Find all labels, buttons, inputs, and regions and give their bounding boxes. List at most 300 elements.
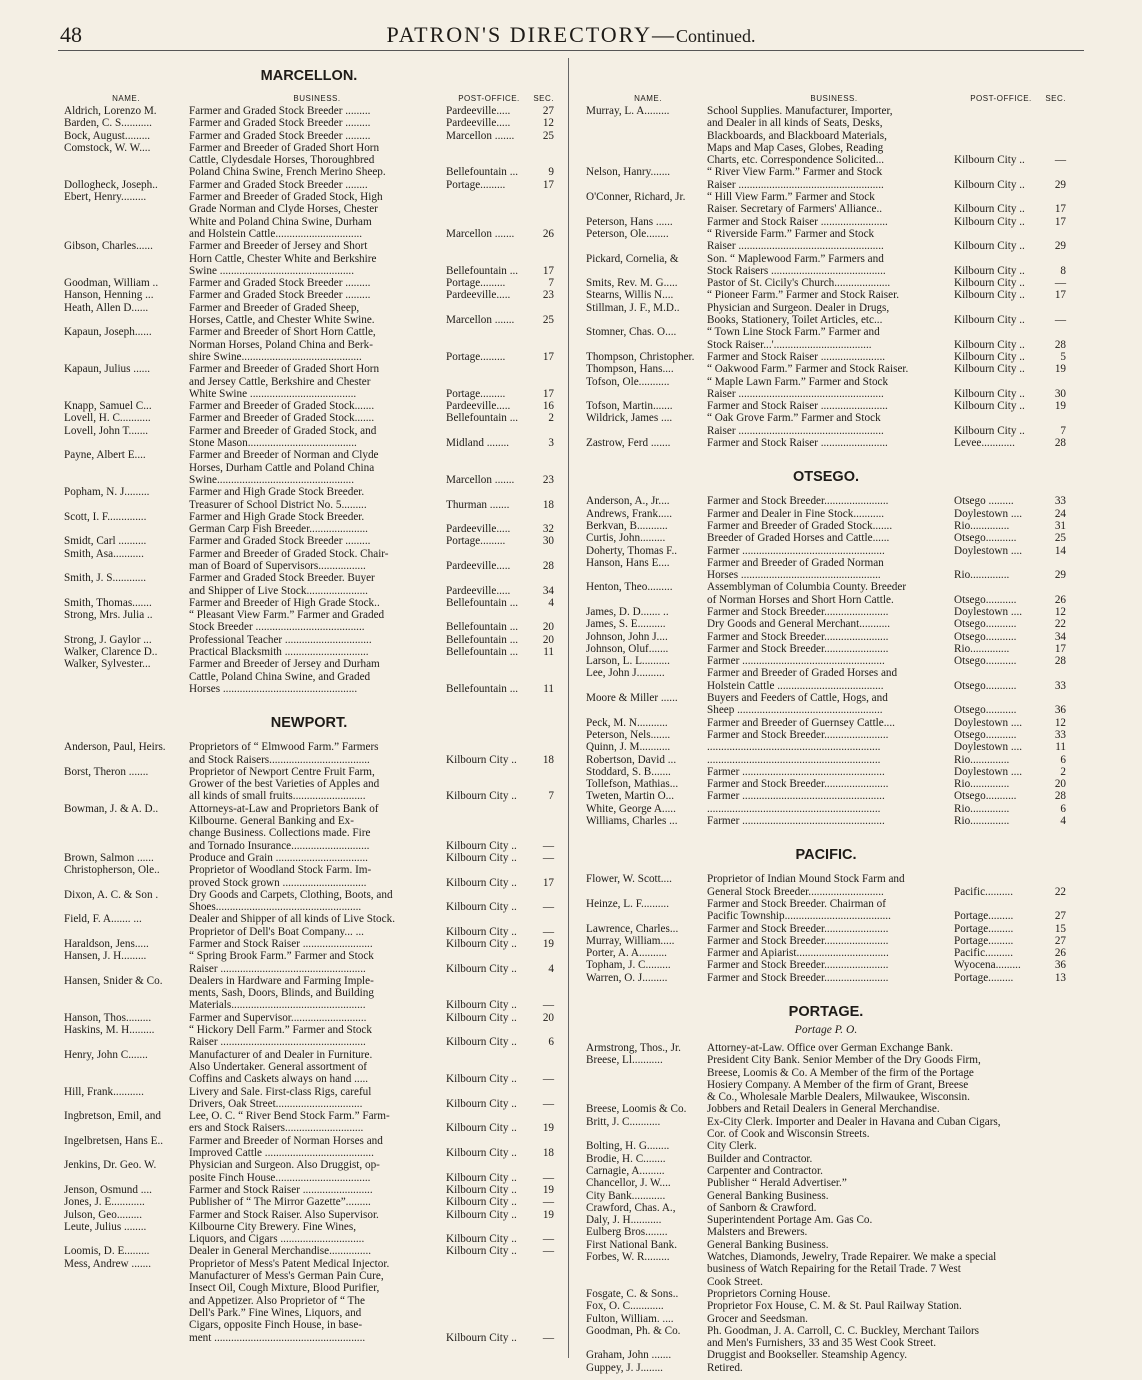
entry-name: Johnson, John J.... [586,630,668,643]
directory-entry [586,1362,1066,1374]
directory-entry [586,618,1066,630]
entry-section: 28 [1054,338,1066,351]
entry-post-office: Pardeeville..... [446,584,511,597]
entry-section: — [542,1097,554,1110]
directory-entry [586,729,1066,741]
entry-business: Retired. [707,1361,743,1374]
entry-name: Lovell, H. C........... [64,412,151,425]
entry-post-office: Kilbourn City .. [446,901,517,914]
entry-business: “ Riverside Farm.” Farmer and Stock Raiser .................................................... [707,227,884,253]
entry-section: 17 [1054,203,1066,216]
directory-entry [586,873,1066,898]
directory-entry [64,609,554,634]
entry-post-office: Kilbourn City .. [446,938,517,950]
entry-post-office: Doylestown .... [954,507,1023,520]
entry-section: 22 [1054,885,1066,898]
directory-entry [64,938,554,950]
entry-post-office: Bellefountain ... [446,633,519,646]
entry-name: Wildrick, James .... [586,412,673,425]
entry-section: 17 [542,350,554,363]
entry-name: Robertson, David ... [586,753,677,766]
entry-section: 19 [542,938,554,950]
entry-post-office: Bellefountain ... [446,412,519,425]
directory-entry [64,326,554,363]
entry-section: 28 [542,559,554,572]
entry-section: 23 [542,289,554,302]
entry-name: Haskins, M. H......... [64,1024,155,1037]
entry-section: 19 [1054,400,1066,413]
entry-name: Larson, L. L.......... [586,655,670,668]
entry-business: Farmer and Stock Breeder....................... [707,642,889,655]
entry-name: Andrews, Frank..... [586,507,673,520]
entry-business: Farmer and Graded Stock Breeder. Buyer and Shipper of Live Stock...................... [189,572,375,597]
entry-post-office: Otsego ......... [954,495,1014,508]
entry-business: Farmer and Stock Breeder....................... [707,971,889,984]
entry-name: Crawford, Chas. A., [586,1201,676,1214]
entry-section: 4 [548,962,554,975]
entry-name: Loomis, D. E......... [64,1245,150,1258]
entry-name: Anderson, A., Jr.... [586,495,670,508]
entry-business: “ Town Line Stock Farm.” Farmer and Stock Raiser...'................................... [707,326,880,351]
directory-entry [64,950,554,975]
entry-name: Eulberg Bros........ [586,1226,668,1239]
entry-name: Aldrich, Lorenzo M. [64,105,157,117]
entry-post-office: Portage......... [954,910,1014,923]
entry-post-office: Kilbourn City .. [446,1245,517,1258]
entry-name: Topham, J. C......... [586,959,671,972]
entry-section: 19 [542,1122,554,1135]
entry-post-office: Midland ........ [446,437,510,450]
entry-business: Publisher of “ The Mirror Gazette”......... [189,1196,371,1209]
column-headers-right: NAME. BUSINESS. POST-OFFICE. SEC. [634,94,1066,103]
entry-business: “ Hill View Farm.” Farmer and Stock Raiser. Secretary of Farmers' Alliance.. [707,191,883,216]
entry-business: Proprietors of “ Elmwood Farm.” Farmers and Stock Raisers.................................... [189,741,379,766]
entry-business: Farmer and Graded Stock Breeder ......... [189,289,371,302]
section-title-newport: NEWPORT. [270,715,348,732]
entry-business: Proprietor of Woodland Stock Farm. Im- proved Stock grown .............................. [189,864,372,889]
entry-business: “ Hickory Dell Farm.” Farmer and Stock Raiser .................................................... [189,1024,372,1049]
entry-business: Pastor of St. Cicily's Church.................... [707,277,891,290]
entry-name: Peterson, Hans ...... [586,215,673,228]
entry-business: “ Spring Brook Farm.” Farmer and Stock Raiser .................................................... [189,950,374,975]
entry-business: Builder and Contractor. [707,1152,813,1165]
entry-post-office: Kilbourn City .. [954,314,1025,327]
entry-post-office: Otsego........... [954,593,1017,606]
entry-section: 23 [542,473,554,486]
entry-name: Jones, J. E............ [64,1196,145,1209]
directory-entry [586,302,1066,327]
directory-entry [586,400,1066,412]
entry-business: Farmer and Breeder of Graded Short Horn Cattle, Clydesdale Horses, Thoroughbred Poland China Swine, French Merino Sheep. [189,141,386,179]
directory-entry [64,511,554,536]
entry-post-office: Otsego........... [954,728,1017,741]
directory-entry [586,351,1066,363]
directory-entry [64,240,554,277]
entry-post-office: Kilbourn City .. [954,400,1025,413]
entry-business: Farmer and Stock Breeder....................... [707,728,889,741]
entry-name: Strong, Mrs. Julia .. [64,609,153,622]
entry-name: Smidt, Carl .......... [64,535,147,548]
directory-entry [586,741,1066,753]
entry-section: 30 [1054,387,1066,400]
entry-name: Bock, August......... [64,129,151,142]
column-headers: NAME. BUSINESS. POST-OFFICE. SEC. [112,94,554,103]
directory-entry [64,1258,554,1344]
entry-name: City Bank............ [586,1189,666,1202]
entry-business: Farmer and Breeder of Graded Stock, and Stone Mason....................................... [189,424,377,450]
entry-post-office: Kilbourn City .. [954,350,1025,363]
directory-entry [64,289,554,301]
entry-post-office: Kilbourn City .. [446,1183,517,1196]
entry-name: Tollefson, Mathias... [586,778,679,791]
entry-name: Fosgate, C. & Sons.. [586,1287,679,1300]
directory-entry [586,166,1066,191]
entry-name: O'Conner, Richard, Jr. [586,191,686,204]
entry-name: Payne, Albert E.... [64,449,146,462]
entry-section: 7 [548,790,554,803]
entry-section: 20 [542,621,554,634]
entry-name: Williams, Charles ... [586,815,678,828]
entry-name: Fulton, William. .... [586,1312,674,1325]
directory-entry [64,277,554,289]
directory-entry [64,548,554,573]
directory-entry [586,815,1066,827]
entry-name: Nelson, Hanry....... [586,166,671,179]
entry-post-office: Pacific.......... [954,947,1014,960]
entry-name: Knapp, Samuel C... [64,400,152,413]
entry-business: Grocer and Seedsman. [707,1312,808,1325]
entry-post-office: Rio.............. [954,569,1010,582]
entry-section: 24 [1054,507,1066,520]
entry-business: City Clerk. [707,1140,757,1153]
entry-business: Farmer and Graded Stock Breeder ......... [189,129,371,142]
entry-name: Murray, L. A......... [586,105,670,117]
directory-entry [64,412,554,424]
entry-name: Breese, Ll........... [586,1054,663,1067]
entry-business: Farmer and Breeder of Jersey and Durham Cattle, Poland China Swine, and Graded Horses ................................................ [189,658,380,695]
entry-business: Farmer and Graded Stock Breeder ......... [189,535,371,548]
entry-section: 13 [1054,971,1066,984]
directory-entry [64,425,554,450]
page-header [58,18,1084,51]
entry-section: 26 [1054,593,1066,606]
entry-section: 6 [548,1036,554,1049]
entry-post-office: Kilbourn City .. [446,999,517,1012]
directory-entry [64,646,554,658]
entry-business: Professional Teacher ............................... [189,633,372,646]
entry-post-office: Otsego........... [954,790,1017,803]
entry-post-office: Portage......... [954,922,1014,935]
entry-business: Practical Blacksmith .............................. [189,646,369,659]
entry-section: 25 [542,129,554,142]
directory-entry [586,972,1066,984]
directory-entry [586,1103,1066,1115]
entry-section: 27 [542,105,554,117]
entry-name: Breese, Loomis & Co. [586,1103,687,1116]
entry-name: Julson, Geo......... [64,1208,143,1221]
entry-name: Brown, Salmon ...... [64,851,154,864]
directory-entry [64,449,554,486]
newport-list [64,741,554,1344]
entry-post-office: Kilbourn City .. [954,240,1025,253]
directory-entry [586,655,1066,667]
entry-name: Fox, O. C............ [586,1300,664,1313]
right-column [586,60,1066,1374]
directory-entry [64,400,554,412]
directory-entry [586,277,1066,289]
entry-name: Johnson, Oluf....... [586,642,669,655]
entry-section: 33 [1054,728,1066,741]
entry-section: 11 [543,646,554,659]
entry-name: Bowman, J. & A. D.. [64,802,159,815]
directory-entry [586,692,1066,717]
directory-entry [586,1288,1066,1300]
entry-section: 33 [1054,495,1066,508]
entry-name: Stillman, J. F., M.D.. [586,301,680,314]
entry-post-office: Kilbourn City .. [446,839,517,852]
entry-section: 6 [1060,802,1066,815]
entry-business: Physician and Surgeon. Also Druggist, op- posite Finch House.................................. [189,1159,380,1184]
entry-section: 4 [1060,815,1066,828]
entry-section: 33 [1054,679,1066,692]
entry-business: Lee, O. C. “ River Bend Stock Farm.” Farm- ers and Stock Raisers............................ [189,1110,390,1135]
entry-post-office: Rio.............. [954,753,1010,766]
directory-entry [64,864,554,889]
entry-section: 12 [1054,716,1066,729]
newport-continued-list [586,105,1066,449]
entry-section: — [542,1171,554,1184]
directory-entry [586,778,1066,790]
entry-section: 36 [1054,959,1066,972]
entry-business: Farmer and Apiarist................................. [707,947,889,960]
entry-name: Bolting, H. G........ [586,1140,670,1153]
entry-section: 12 [1054,605,1066,618]
directory-entry [586,923,1066,935]
section-subtitle-portage: Portage P. O. [794,1024,858,1036]
entry-section: 34 [542,584,554,597]
entry-name: Hanson, Hans E.... [586,556,670,569]
pacific-list [586,873,1066,984]
directory-entry [586,1325,1066,1350]
directory-entry [64,741,554,766]
entry-business: Farmer and Stock Breeder....................... [707,959,889,972]
entry-name: Berkvan, B........... [586,519,668,532]
directory-entry [586,754,1066,766]
entry-name: First National Bank. [586,1238,678,1251]
entry-section: 29 [1054,569,1066,582]
directory-entry [586,717,1066,729]
entry-name: Peterson, Ole........ [586,227,669,240]
entry-business: Farmer and Stock Raiser ......................... [189,938,373,950]
directory-entry [586,326,1066,351]
directory-entry [64,191,554,240]
directory-entry [64,1184,554,1196]
entry-business: Ex-City Clerk. Importer and Dealer in Havana and Cuban Cigars, Cor. of Cook and Wisconsin Streets. [707,1115,1001,1141]
entry-name: Ingbretson, Emil, and [64,1110,161,1123]
entry-post-office: Bellefountain ... [446,621,519,634]
directory-entry [64,658,554,695]
entry-name: Kapaun, Joseph...... [64,326,152,339]
entry-section: 17 [542,876,554,889]
entry-business: Farmer and Breeder of High Grade Stock.. [189,596,380,609]
directory-entry [586,1313,1066,1325]
entry-name: Borst, Theron ....... [64,765,149,778]
entry-business: Farmer ................................................... [707,815,885,828]
entry-business: Farmer and Breeder of Graded Sheep, Horses, Cattle, and Chester White Swine. [189,301,375,327]
entry-post-office: Wyocena......... [954,959,1021,972]
entry-name: Murray, William..... [586,934,675,947]
entry-post-office: Bellefountain ... [446,646,519,659]
entry-post-office: Kilbourn City .. [446,1011,517,1024]
entry-business: of Sanborn & Crawford. [707,1201,817,1214]
entry-section: — [542,1331,554,1344]
entry-post-office: Bellefountain ... [446,596,519,609]
entry-business: Farmer and Stock Raiser. Also Supervisor. [189,1208,379,1221]
entry-post-office: Portage......... [954,934,1014,947]
entry-name: Peck, M. N........... [586,716,668,729]
entry-section: 18 [542,1147,554,1160]
entry-name: Jenson, Osmund .... [64,1183,152,1196]
directory-entry [64,913,554,938]
entry-post-office: Marcellon ....... [446,129,515,142]
directory-entry [64,1209,554,1221]
entry-name: Porter, A. A.......... [586,947,667,960]
entry-business: Farmer and Breeder of Norman and Clyde Horses, Durham Cattle and Poland China Swine................................................. [189,449,379,486]
directory-entry [586,1190,1066,1202]
entry-section: — [542,1233,554,1246]
entry-name: Walker, Sylvester... [64,658,151,671]
entry-name: Walker, Clarence D.. [64,646,158,659]
entry-post-office: Kilbourn City .. [446,876,517,889]
directory-entry [586,545,1066,557]
entry-post-office: Kilbourn City .. [954,154,1025,167]
entry-name: Peterson, Nels....... [586,728,671,741]
entry-post-office: Marcellon ....... [446,227,515,240]
entry-section: 17 [542,264,554,277]
entry-section: 27 [1054,934,1066,947]
entry-section: 9 [548,166,554,179]
entry-post-office: Portage......... [446,350,506,363]
entry-name: Lovell, John T....... [64,424,149,437]
entry-section: — [542,1196,554,1209]
entry-business: Farmer and Graded Stock Breeder ......... [189,105,371,117]
entry-name: Stomner, Chas. O.... [586,326,677,339]
directory-entry [586,606,1066,618]
entry-name: Goodman, Ph. & Co. [586,1324,681,1337]
entry-business: “ Pleasant View Farm.” Farmer and Graded Stock Breeder ....................................... [189,609,385,634]
directory-entry [586,437,1066,449]
entry-business: Carpenter and Contractor. [707,1164,823,1177]
entry-business: Farmer and Breeder of Jersey and Short Horn Cattle, Chester White and Berkshire Swine ................................................ [189,240,377,277]
directory-entry [586,1239,1066,1251]
entry-name: Moore & Miller ...... [586,692,678,705]
section-title-otsego: OTSEGO. [792,469,860,486]
entry-name: Hansen, Snider & Co. [64,974,163,987]
entry-post-office: Kilbourn City .. [446,1196,517,1209]
entry-name: Smith, J. S............ [64,572,147,585]
directory-entry [64,803,554,852]
directory-entry [586,520,1066,532]
entry-business: Dealer and Shipper of all kinds of Live Stock. Proprietor of Dell's Boat Company... ... [189,913,395,938]
entry-post-office: Kilbourn City .. [954,203,1025,216]
directory-entry [64,1159,554,1184]
entry-business: Kilbourne City Brewery. Fine Wines, Liquors, and Cigars .............................. [189,1220,365,1246]
entry-business: Farmer and Breeder of Short Horn Cattle, Norman Horses, Poland China and Berk- shire Swine........................................... [189,326,376,363]
entry-name: Heath, Allen D...... [64,301,149,314]
entry-business: Farmer and Breeder of Guernsey Cattle.... [707,716,895,729]
entry-post-office: Kilbourn City .. [954,363,1025,376]
directory-entry [64,535,554,547]
entry-section: 20 [542,1011,554,1024]
entry-name: Jenkins, Dr. Geo. W. [64,1159,157,1172]
entry-section: 28 [1054,790,1066,803]
entry-post-office: Kilbourn City .. [446,1208,517,1221]
directory-entry [586,1300,1066,1312]
entry-name: Brodie, H. C........ [586,1152,666,1165]
entry-post-office: Otsego........... [954,655,1017,668]
directory-entry [586,508,1066,520]
entry-business: Farmer and Stock Breeder....................... [707,605,889,618]
marcellon-list [64,105,554,695]
entry-business: Farmer and Breeder of Graded Stock....... [707,519,893,532]
entry-post-office: Thurman ....... [446,498,510,511]
entry-business: Proprietor Fox House, C. M. & St. Paul Railway Station. [707,1300,962,1313]
entry-business: Farmer and Breeder of Norman Horses and Improved Cattle ....................................... [189,1134,383,1160]
entry-post-office: Doylestown .... [954,605,1023,618]
entry-section: 6 [1060,753,1066,766]
directory-entry [64,852,554,864]
entry-post-office: Bellefountain ... [446,264,519,277]
entry-business: General Banking Business. [707,1238,829,1251]
entry-section: 16 [542,400,554,413]
entry-post-office: Pardeeville..... [446,289,511,302]
entry-name: Henry, John C....... [64,1048,148,1061]
entry-business: Farmer and Stock Breeder....................... [707,922,889,935]
entry-section: 20 [542,633,554,646]
entry-business: “ Oak Grove Farm.” Farmer and Stock Raiser .................................................... [707,412,884,437]
entry-section: — [542,851,554,864]
entry-post-office: Portage......... [446,178,506,191]
entry-section: 14 [1054,544,1066,557]
entry-name: Comstock, W. W.... [64,141,151,154]
directory-entry [586,1214,1066,1226]
entry-business: Farmer ................................................... [707,655,885,668]
directory-entry [586,289,1066,301]
entry-section: 29 [1054,178,1066,191]
entry-business: .............................................................. [707,741,881,754]
directory-entry [64,1012,554,1024]
entry-name: Stoddard, S. B....... [586,765,671,778]
entry-business: President City Bank. Senior Member of the Dry Goods Firm, Breese, Loomis & Co. A Member of the firm of the Portage Hosiery Company. A Member of the firm of Grant, Breese & Co., Wholesale Marble Dealers, Milwaukee, Wisconsin. [707,1054,981,1104]
entry-section: 22 [1054,618,1066,631]
entry-post-office: Pardeeville..... [446,400,511,413]
entry-business: Assemblyman of Columbia County. Breeder of Norman Horses and Short Horn Cattle. [707,581,907,606]
entry-post-office: Kilbourn City .. [954,178,1025,191]
entry-section: 28 [1054,437,1066,450]
entry-name: Daly, J. H........... [586,1214,662,1227]
entry-name: Smith, Thomas....... [64,596,152,609]
entry-business: Farmer and Graded Stock Breeder ........ [189,178,368,191]
entry-post-office: Rio.............. [954,519,1010,532]
entry-business: Farmer and Supervisor........................... [189,1011,367,1024]
entry-business: Farmer and Stock Breeder. Chairman of Pacific Township...................................... [707,897,891,923]
entry-name: Graham, John ....... [586,1349,672,1362]
entry-section: 4 [548,596,554,609]
entry-business: Farmer and Breeder of Graded Norman Horses .................................................. [707,556,884,582]
entry-name: Ingelbretsen, Hans E.. [64,1134,164,1147]
entry-business: Farmer and Stock Raiser ......................... [189,1183,373,1196]
entry-name: Barden, C. S........... [64,117,152,130]
